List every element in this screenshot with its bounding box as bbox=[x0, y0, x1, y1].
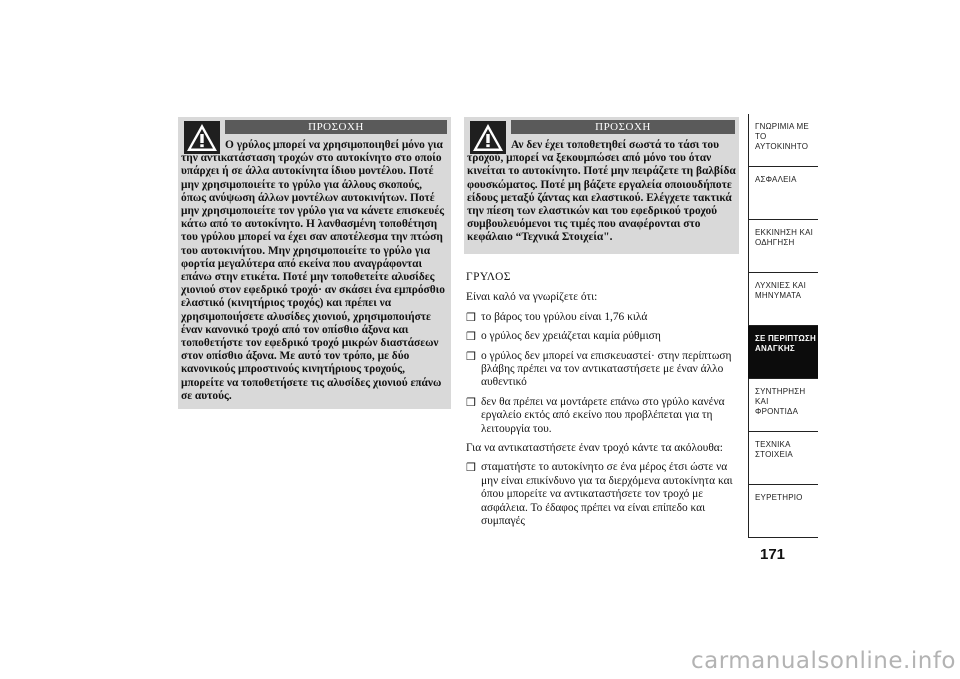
sidebar-item-safety[interactable]: ΑΣΦΑΛΕΙΑ bbox=[748, 167, 818, 220]
warning-text: Αν δεν έχει τοποθετηθεί σωστά το τάσι του τροχού, μπορεί να ξεκουμπώσει από μόνο του όταν κινείται το αυτοκίνητο. Ποτέ μην πειράζετε τη βαλβίδα φουσκώματος. Ποτέ μη βάζετε εργαλεία οποιουδήποτε είδους μεταξύ ζάντας και ελαστικού. Ελέγχετε τακτικά την πίεση των ελαστικών και του εφεδρικού τροχού συμβουλευόμενοι τις τιμές που αναφέρονται στο κεφάλαιο “Τεχνικά Στοιχεία". bbox=[467, 139, 736, 244]
section-intro: Είναι καλό να γνωρίζετε ότι: bbox=[466, 291, 598, 304]
checkbox-bullet-icon: ❒ bbox=[466, 331, 476, 344]
checkbox-bullet-icon: ❒ bbox=[466, 396, 476, 409]
wheel-change-intro: Για να αντικαταστήσετε έναν τροχό κάντε τα ακόλουθα: bbox=[466, 442, 723, 455]
sidebar-item-maintenance[interactable]: ΣΥΝΤΗΡΗΣΗ ΚΑΙ ΦΡΟΝΤΙΔΑ bbox=[748, 379, 818, 432]
warning-box-hubcap bbox=[464, 117, 739, 254]
list-item: ❒ το βάρος του γρύλου είναι 1,76 κιλά bbox=[466, 310, 648, 324]
warning-text: Ο γρύλος μπορεί να χρησιμοποιηθεί μόνο για την αντικατάσταση τροχών στο αυτοκίνητο στο οποίο υπάρχει ή σε άλλα αυτοκίνητα ίδιου μοντέλου. Ποτέ μην χρησιμοποιείτε το γρύλο για άλλους σκοπούς, όπως ανύψωση άλλων μοντέλων αυτοκινήτων. Ποτέ μην χρησιμοποιείτε τον γρύλο για να κάνετε επισκευές κάτω από το αυτοκίνητο. Η λανθασμένη τοποθέτηση του γρύλου μπορεί να έχει σαν αποτέλεσμα την πτώση του αυτοκινήτου. Μην χρησιμοποιείτε το γρύλο για φορτία μεγαλύτερα από εκείνα που αναγράφονται επάνω στην ετικέτα. Ποτέ μην τοποθετείτε αλυσίδες χιονιού στον εφεδρικό τροχό· αν σκάσει ένα εμπρόσθιο ελαστικό (κινητήριος τροχός) και πρέπει να χρησιμοποιήσετε αλυσίδες χιονιού, χρησιμοποιήστε έναν κανονικό τροχό από τον οπίσθιο άξονα και τοποθετήστε τον εφεδρικό τροχό μικρών διαστάσεων στον οπίσθιο άξονα. Με αυτό τον τρόπο, με δύο κανονικούς μπροστινούς κινητήριους τροχούς, μπορείτε να τοποθετήσετε τις αλυσίδες χιονιού επάνω σε αυτούς. bbox=[181, 139, 445, 402]
list-item: ❒ δεν θα πρέπει να μοντάρετε επάνω στο γρύλο κανένα εργαλείο εκτός από εκείνο που προβλέπεται για τη λειτουργία του. bbox=[466, 395, 725, 435]
chapter-sidebar bbox=[748, 114, 818, 538]
list-item: ❒ ο γρύλος δεν μπορεί να επισκευαστεί· στην περίπτωση βλάβης πρέπει να τον αντικαταστήσετε με έναν άλλο αυθεντικό bbox=[466, 349, 732, 389]
sidebar-item-starting-driving[interactable]: ΕΚΚΙΝΗΣΗ ΚΑΙ ΟΔΗΓΗΣΗ bbox=[748, 220, 818, 273]
sidebar-item-warning-lights[interactable]: ΛΥΧΝΙΕΣ ΚΑΙ ΜΗΝΥΜΑΤΑ bbox=[748, 273, 818, 326]
jack-section bbox=[466, 271, 742, 535]
warning-header: ΠΡΟΣΟΧΗ bbox=[225, 120, 447, 134]
checkbox-bullet-icon: ❒ bbox=[466, 462, 476, 475]
jack-facts-list bbox=[466, 311, 742, 436]
watermark: carmanualsonline.info bbox=[690, 648, 956, 674]
list-item: ❒ σταματήστε το αυτοκίνητο σε ένα μέρος έτσι ώστε να μην είναι επικίνδυνο για τα διερχόμενα αυτοκίνητα και όπου μπορείτε να αντικαταστήσετε τον τροχό με ασφάλεια. Το έδαφος πρέπει να είναι επίπεδο και συμπαγές bbox=[466, 461, 733, 528]
checkbox-bullet-icon: ❒ bbox=[466, 311, 476, 324]
section-title: ΓΡΥΛΟΣ bbox=[466, 271, 511, 283]
warning-header: ΠΡΟΣΟΧΗ bbox=[511, 120, 735, 134]
warning-box-jack bbox=[178, 117, 451, 409]
wheel-change-steps bbox=[466, 461, 742, 528]
sidebar-item-emergency[interactable]: ΣΕ ΠΕΡΙΠΤΩΣΗ ΑΝΑΓΚΗΣ bbox=[748, 326, 818, 379]
page-number: 171 bbox=[760, 546, 786, 563]
checkbox-bullet-icon: ❒ bbox=[466, 350, 476, 363]
sidebar-item-technical-data[interactable]: ΤΕΧΝΙΚΑ ΣΤΟΙΧΕΙΑ bbox=[748, 432, 818, 485]
sidebar-item-index[interactable]: ΕΥΡΕΤΗΡΙΟ bbox=[748, 485, 818, 538]
list-item: ❒ ο γρύλος δεν χρειάζεται καμία ρύθμιση bbox=[466, 330, 661, 344]
sidebar-item-getting-to-know[interactable]: ΓΝΩΡΙΜΙΑ ΜΕ ΤΟ ΑΥΤΟΚΙΝΗΤΟ bbox=[748, 114, 818, 167]
